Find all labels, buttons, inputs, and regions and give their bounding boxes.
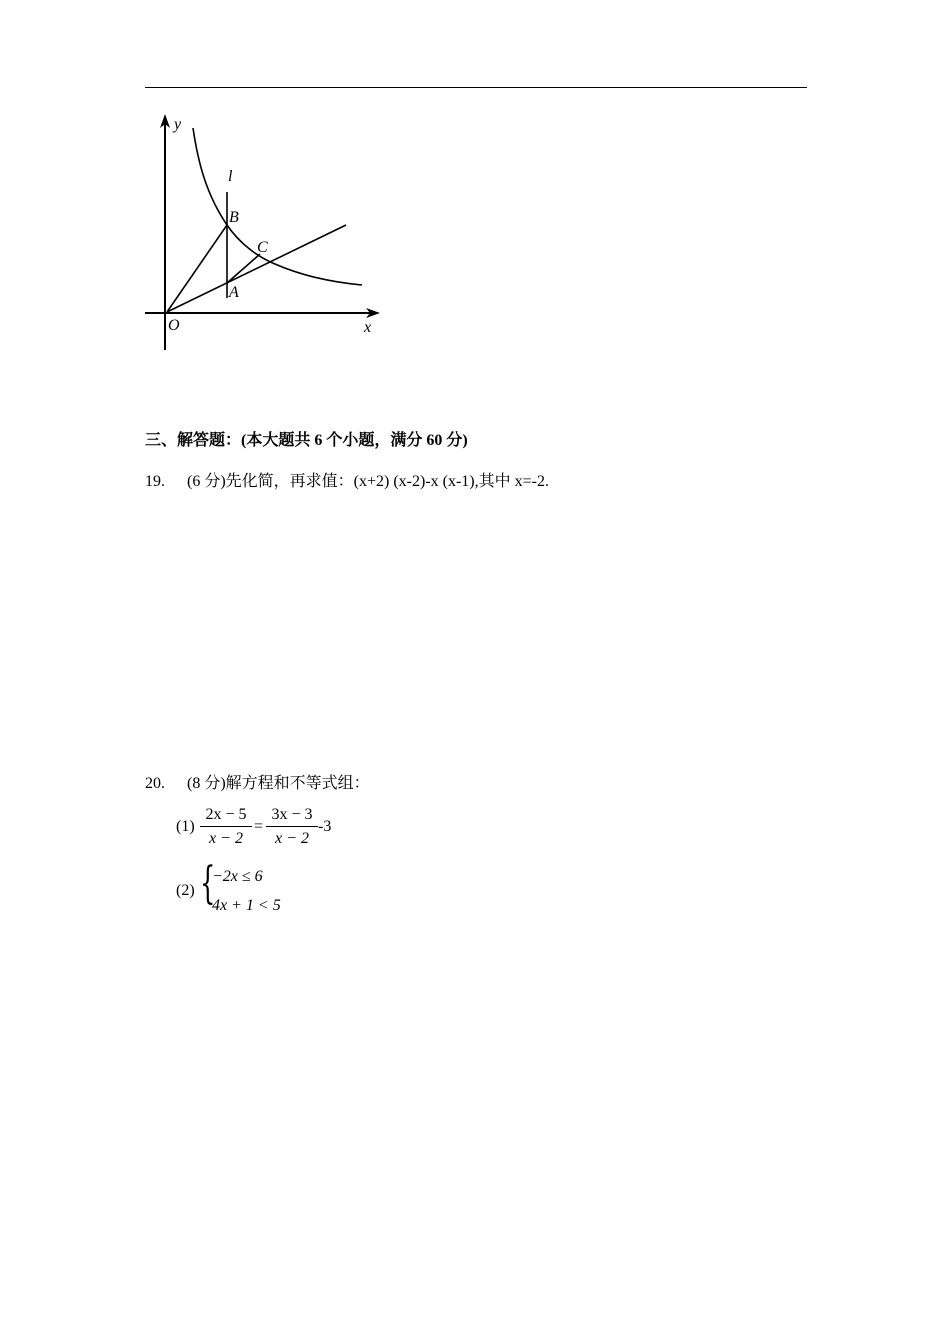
lhs-fraction — [200, 806, 252, 848]
inequality-line-2: 4x + 1 < 5 — [212, 897, 281, 914]
lhs-numerator: 2x − 5 — [200, 806, 252, 827]
rhs-denominator: x − 2 — [275, 830, 309, 847]
coordinate-figure — [140, 112, 400, 354]
segment-OB — [167, 225, 227, 312]
rhs-fraction — [266, 806, 318, 848]
label-y: y — [174, 116, 182, 133]
question-number: 19. — [145, 473, 165, 490]
label-C: C — [257, 239, 268, 256]
inequality-line-1: −2x ≤ 6 — [212, 868, 263, 885]
question-20 — [145, 770, 370, 793]
question-text: (8 分)解方程和不等式组： — [187, 775, 370, 792]
label-B: B — [229, 209, 239, 226]
label-x: x — [364, 319, 372, 336]
question-text: (6 分)先化简，再求值：(x+2) (x-2)-x (x-1),其中 x=-2. — [187, 473, 549, 490]
label-l: l — [228, 168, 233, 185]
left-brace-icon: { — [200, 858, 216, 909]
rhs-tail: -3 — [318, 818, 332, 835]
label-A: A — [229, 284, 239, 301]
equals-sign: = — [254, 818, 264, 835]
hyperbola-curve — [193, 128, 362, 285]
rhs-numerator: 3x − 3 — [266, 806, 318, 827]
question-19 — [145, 468, 549, 491]
section-title: 三、解答题：(本大题共 6 个小题，满分 60 分) — [145, 432, 468, 449]
part-label: (2) — [176, 882, 195, 899]
question-number: 20. — [145, 775, 165, 792]
header-rule — [145, 87, 807, 88]
lhs-denominator: x − 2 — [209, 830, 243, 847]
label-origin: O — [168, 317, 180, 334]
part-label: (1) — [176, 818, 195, 835]
